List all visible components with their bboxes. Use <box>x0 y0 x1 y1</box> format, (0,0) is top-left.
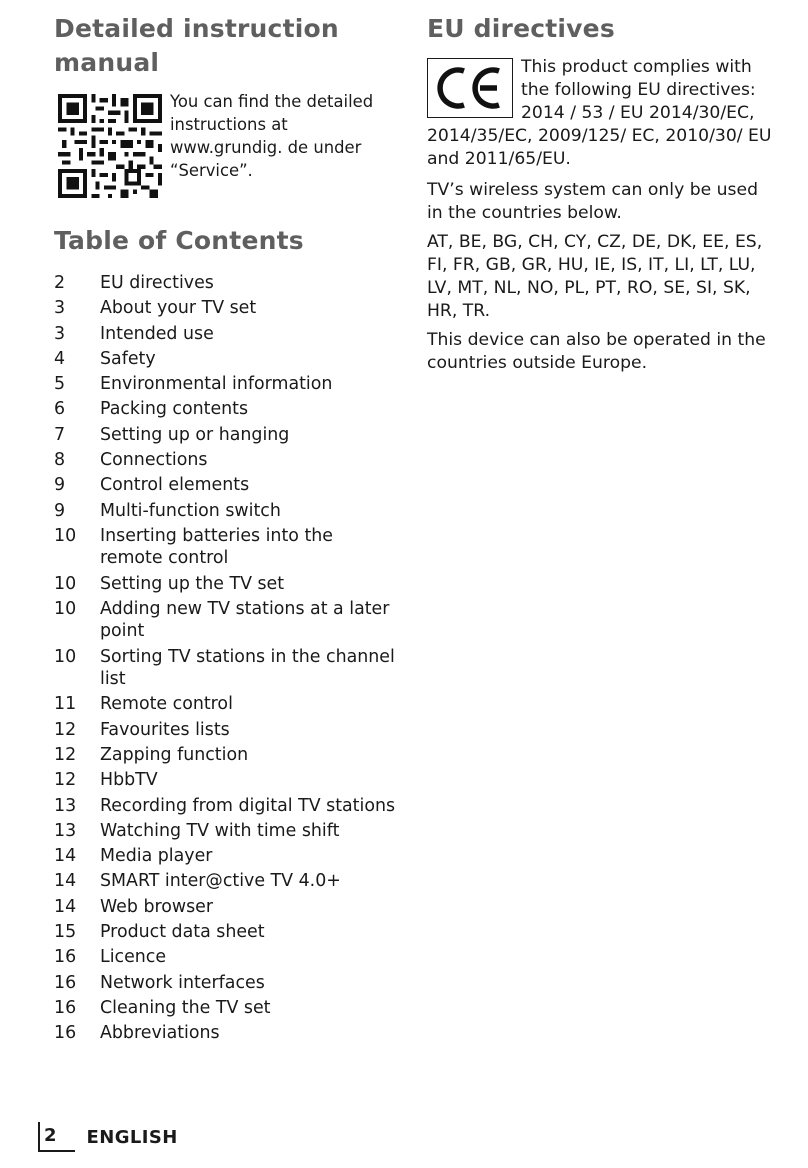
toc-heading: Table of Contents <box>54 226 304 255</box>
toc-entry-title: Control elements <box>100 475 250 496</box>
toc-page-number: 16 <box>54 1023 77 1044</box>
toc-entry-title: Connections <box>100 450 208 471</box>
outside-europe-text: This device can also be operated in the countries outside Europe. <box>427 330 766 373</box>
toc-entry[interactable] <box>54 769 399 791</box>
toc-page-number: 14 <box>54 846 77 867</box>
toc-page-number: 13 <box>54 820 77 841</box>
toc-entry[interactable] <box>54 449 399 471</box>
toc-entry-title: Setting up or hanging <box>100 424 290 445</box>
toc-entry[interactable] <box>54 323 399 345</box>
toc-entry-title: Watching TV with time shift <box>100 820 340 841</box>
eu-directives-text: 2014 / 53 / EU 2014/30/EC, 2014/35/EC, 2009/125/ EC, 2010/30/ EU and 2011/65/EU. <box>427 103 772 169</box>
toc-entry[interactable] <box>54 474 399 496</box>
toc-entry-title: HbbTV <box>100 770 158 791</box>
toc-page-number: 10 <box>54 646 77 667</box>
toc-entry[interactable] <box>54 972 399 994</box>
toc-entry-title: Recording from digital TV stations <box>100 795 396 816</box>
toc-entry-title: Product data sheet <box>100 922 265 943</box>
right-column <box>427 12 777 381</box>
toc-entry-title: About your TV set <box>100 298 257 319</box>
toc-entry[interactable] <box>54 719 399 741</box>
toc-page-number: 10 <box>54 598 77 619</box>
toc-page-number: 4 <box>54 348 66 369</box>
toc-entry[interactable] <box>54 997 399 1019</box>
toc-entry[interactable] <box>54 424 399 446</box>
toc-page-number: 11 <box>54 694 77 715</box>
toc-entry[interactable] <box>54 272 399 294</box>
toc-entry[interactable] <box>54 500 399 522</box>
manual-heading: Detailed instruction manual <box>54 14 339 77</box>
toc-entry[interactable] <box>54 297 399 319</box>
toc-entry-title: Remote control <box>100 694 233 715</box>
wireless-text: TV’s wireless system can only be used in the countries below. <box>427 180 758 223</box>
toc-entry[interactable] <box>54 795 399 817</box>
toc-entry[interactable] <box>54 573 399 595</box>
toc-entry[interactable] <box>54 525 399 570</box>
countries-text: AT, BE, BG, CH, CY, CZ, DE, DK, EE, ES, FI, FR, GB, GR, HU, IE, IS, IT, LI, LT, LU, LV, MT, NL, NO, PL, PT, RO, SE, SI, SK, HR, TR. <box>427 232 763 321</box>
toc-entry-title: Network interfaces <box>100 972 265 993</box>
toc-page-number: 10 <box>54 573 77 594</box>
ce-mark-icon <box>427 58 513 118</box>
toc-entry[interactable] <box>54 373 399 395</box>
toc-page-number: 16 <box>54 947 77 968</box>
toc-entry[interactable] <box>54 646 399 691</box>
toc-page-number: 16 <box>54 997 77 1018</box>
toc-page-number: 16 <box>54 972 77 993</box>
toc-entry-title: Sorting TV stations in the channel list <box>100 646 395 690</box>
toc-entry[interactable] <box>54 744 399 766</box>
toc-entry-title: Safety <box>100 348 156 369</box>
manual-text: You can find the detailed instructions at www.grundig. de under “Service”. <box>170 92 374 180</box>
toc-entry[interactable] <box>54 946 399 968</box>
toc-page-number: 15 <box>54 922 77 943</box>
left-column <box>54 12 399 1048</box>
toc-entry[interactable] <box>54 693 399 715</box>
table-of-contents <box>54 272 399 1045</box>
toc-page-number: 12 <box>54 770 77 791</box>
toc-entry[interactable] <box>54 348 399 370</box>
toc-entry-title: SMART inter@ctive TV 4.0+ <box>100 871 341 892</box>
manual-block <box>54 90 399 208</box>
toc-page-number: 12 <box>54 744 77 765</box>
toc-entry-title: Setting up the TV set <box>100 573 285 594</box>
toc-entry-title: Abbreviations <box>100 1023 220 1044</box>
toc-page-number: 9 <box>54 500 66 521</box>
eu-heading: EU directives <box>427 14 615 43</box>
toc-entry-title: Intended use <box>100 323 214 344</box>
toc-page-number: 3 <box>54 323 66 344</box>
toc-entry[interactable] <box>54 921 399 943</box>
toc-entry-title: EU directives <box>100 273 214 293</box>
toc-entry[interactable] <box>54 1022 399 1044</box>
toc-page-number: 5 <box>54 374 66 395</box>
toc-entry[interactable] <box>54 870 399 892</box>
toc-page-number: 3 <box>54 298 66 319</box>
toc-page-number: 2 <box>54 273 66 293</box>
toc-entry-title: Inserting batteries into the remote control <box>100 525 333 569</box>
toc-page-number: 10 <box>54 525 77 546</box>
language-label: ENGLISH <box>86 1126 178 1148</box>
toc-page-number: 14 <box>54 871 77 892</box>
eu-complies-text: This product complies with the following EU directives: <box>521 57 756 100</box>
toc-entry-title: Media player <box>100 846 213 867</box>
toc-page-number: 6 <box>54 399 66 420</box>
toc-page-number: 8 <box>54 450 66 471</box>
toc-entry-title: Multi-function switch <box>100 500 281 521</box>
toc-page-number: 14 <box>54 896 77 917</box>
page-footer <box>38 1122 178 1152</box>
qr-code[interactable] <box>58 94 162 198</box>
toc-entry-title: Adding new TV stations at a later point <box>100 598 390 642</box>
toc-entry[interactable] <box>54 896 399 918</box>
toc-page-number: 13 <box>54 795 77 816</box>
toc-entry[interactable] <box>54 845 399 867</box>
toc-entry-title: Favourites lists <box>100 719 230 740</box>
ce-block <box>427 56 777 171</box>
toc-page-number: 12 <box>54 719 77 740</box>
toc-entry[interactable] <box>54 398 399 420</box>
toc-entry-title: Environmental information <box>100 374 333 395</box>
toc-page-number: 7 <box>54 424 66 445</box>
toc-entry-title: Zapping function <box>100 744 249 765</box>
toc-entry[interactable] <box>54 598 399 643</box>
page-number: 2 <box>38 1122 75 1152</box>
toc-entry-title: Packing contents <box>100 399 249 420</box>
toc-entry[interactable] <box>54 820 399 842</box>
toc-entry-title: Licence <box>100 947 167 968</box>
toc-entry-title: Web browser <box>100 896 214 917</box>
toc-page-number: 9 <box>54 475 66 496</box>
toc-entry-title: Cleaning the TV set <box>100 997 271 1018</box>
